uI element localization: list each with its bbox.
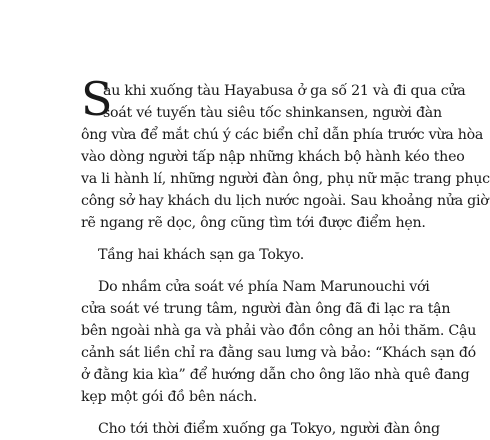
text-line: rẽ ngang rẽ dọc, ông cũng tìm tới được điểm hẹn.	[81, 215, 426, 231]
paragraph-3	[81, 276, 477, 408]
text-line: công sở hay khách du lịch nước ngoài. Sau khoảng nửa giờ	[81, 193, 489, 209]
text-line: cửa soát vé trung tâm, người đàn ông đã đi lạc ra tận	[81, 301, 451, 317]
text-line: kẹp một gói đồ bên nách.	[81, 389, 258, 405]
text-line: ông vừa để mắt chú ý các biển chỉ dẫn phía trước vừa hòa	[81, 127, 484, 143]
text-line: ở đằng kia kìa” để hướng dẫn cho ông lão nhà quê đang	[81, 367, 470, 383]
line-text: au khi xuống tàu Hayabusa ở ga số 21 và đi qua cửa	[103, 83, 466, 99]
drop-cap: S	[81, 72, 113, 126]
paragraph-2	[81, 244, 380, 266]
text-line: Tầng hai khách sạn ga Tokyo.	[98, 247, 305, 263]
text-line: Cho tới thời điểm xuống ga Tokyo, người đàn ông	[98, 421, 440, 437]
text-line: va li hành lí, những người đàn ông, phụ nữ mặc trang phục	[81, 171, 490, 187]
paragraph-4	[81, 418, 440, 440]
text-line: Do nhầm cửa soát vé phía Nam Marunouchi với	[98, 279, 430, 295]
text-line: bên ngoài nhà ga và phải vào đồn công an hỏi thăm. Cậu	[81, 323, 477, 339]
text-line: cảnh sát liền chỉ ra đằng sau lưng và bảo: “Khách sạn đó	[81, 345, 476, 361]
text-line: soát vé tuyến tàu siêu tốc shinkansen, người đàn	[103, 105, 442, 121]
text-line: vào dòng người tấp nập những khách bộ hành kéo theo	[81, 149, 465, 165]
paragraph-1	[81, 72, 490, 234]
